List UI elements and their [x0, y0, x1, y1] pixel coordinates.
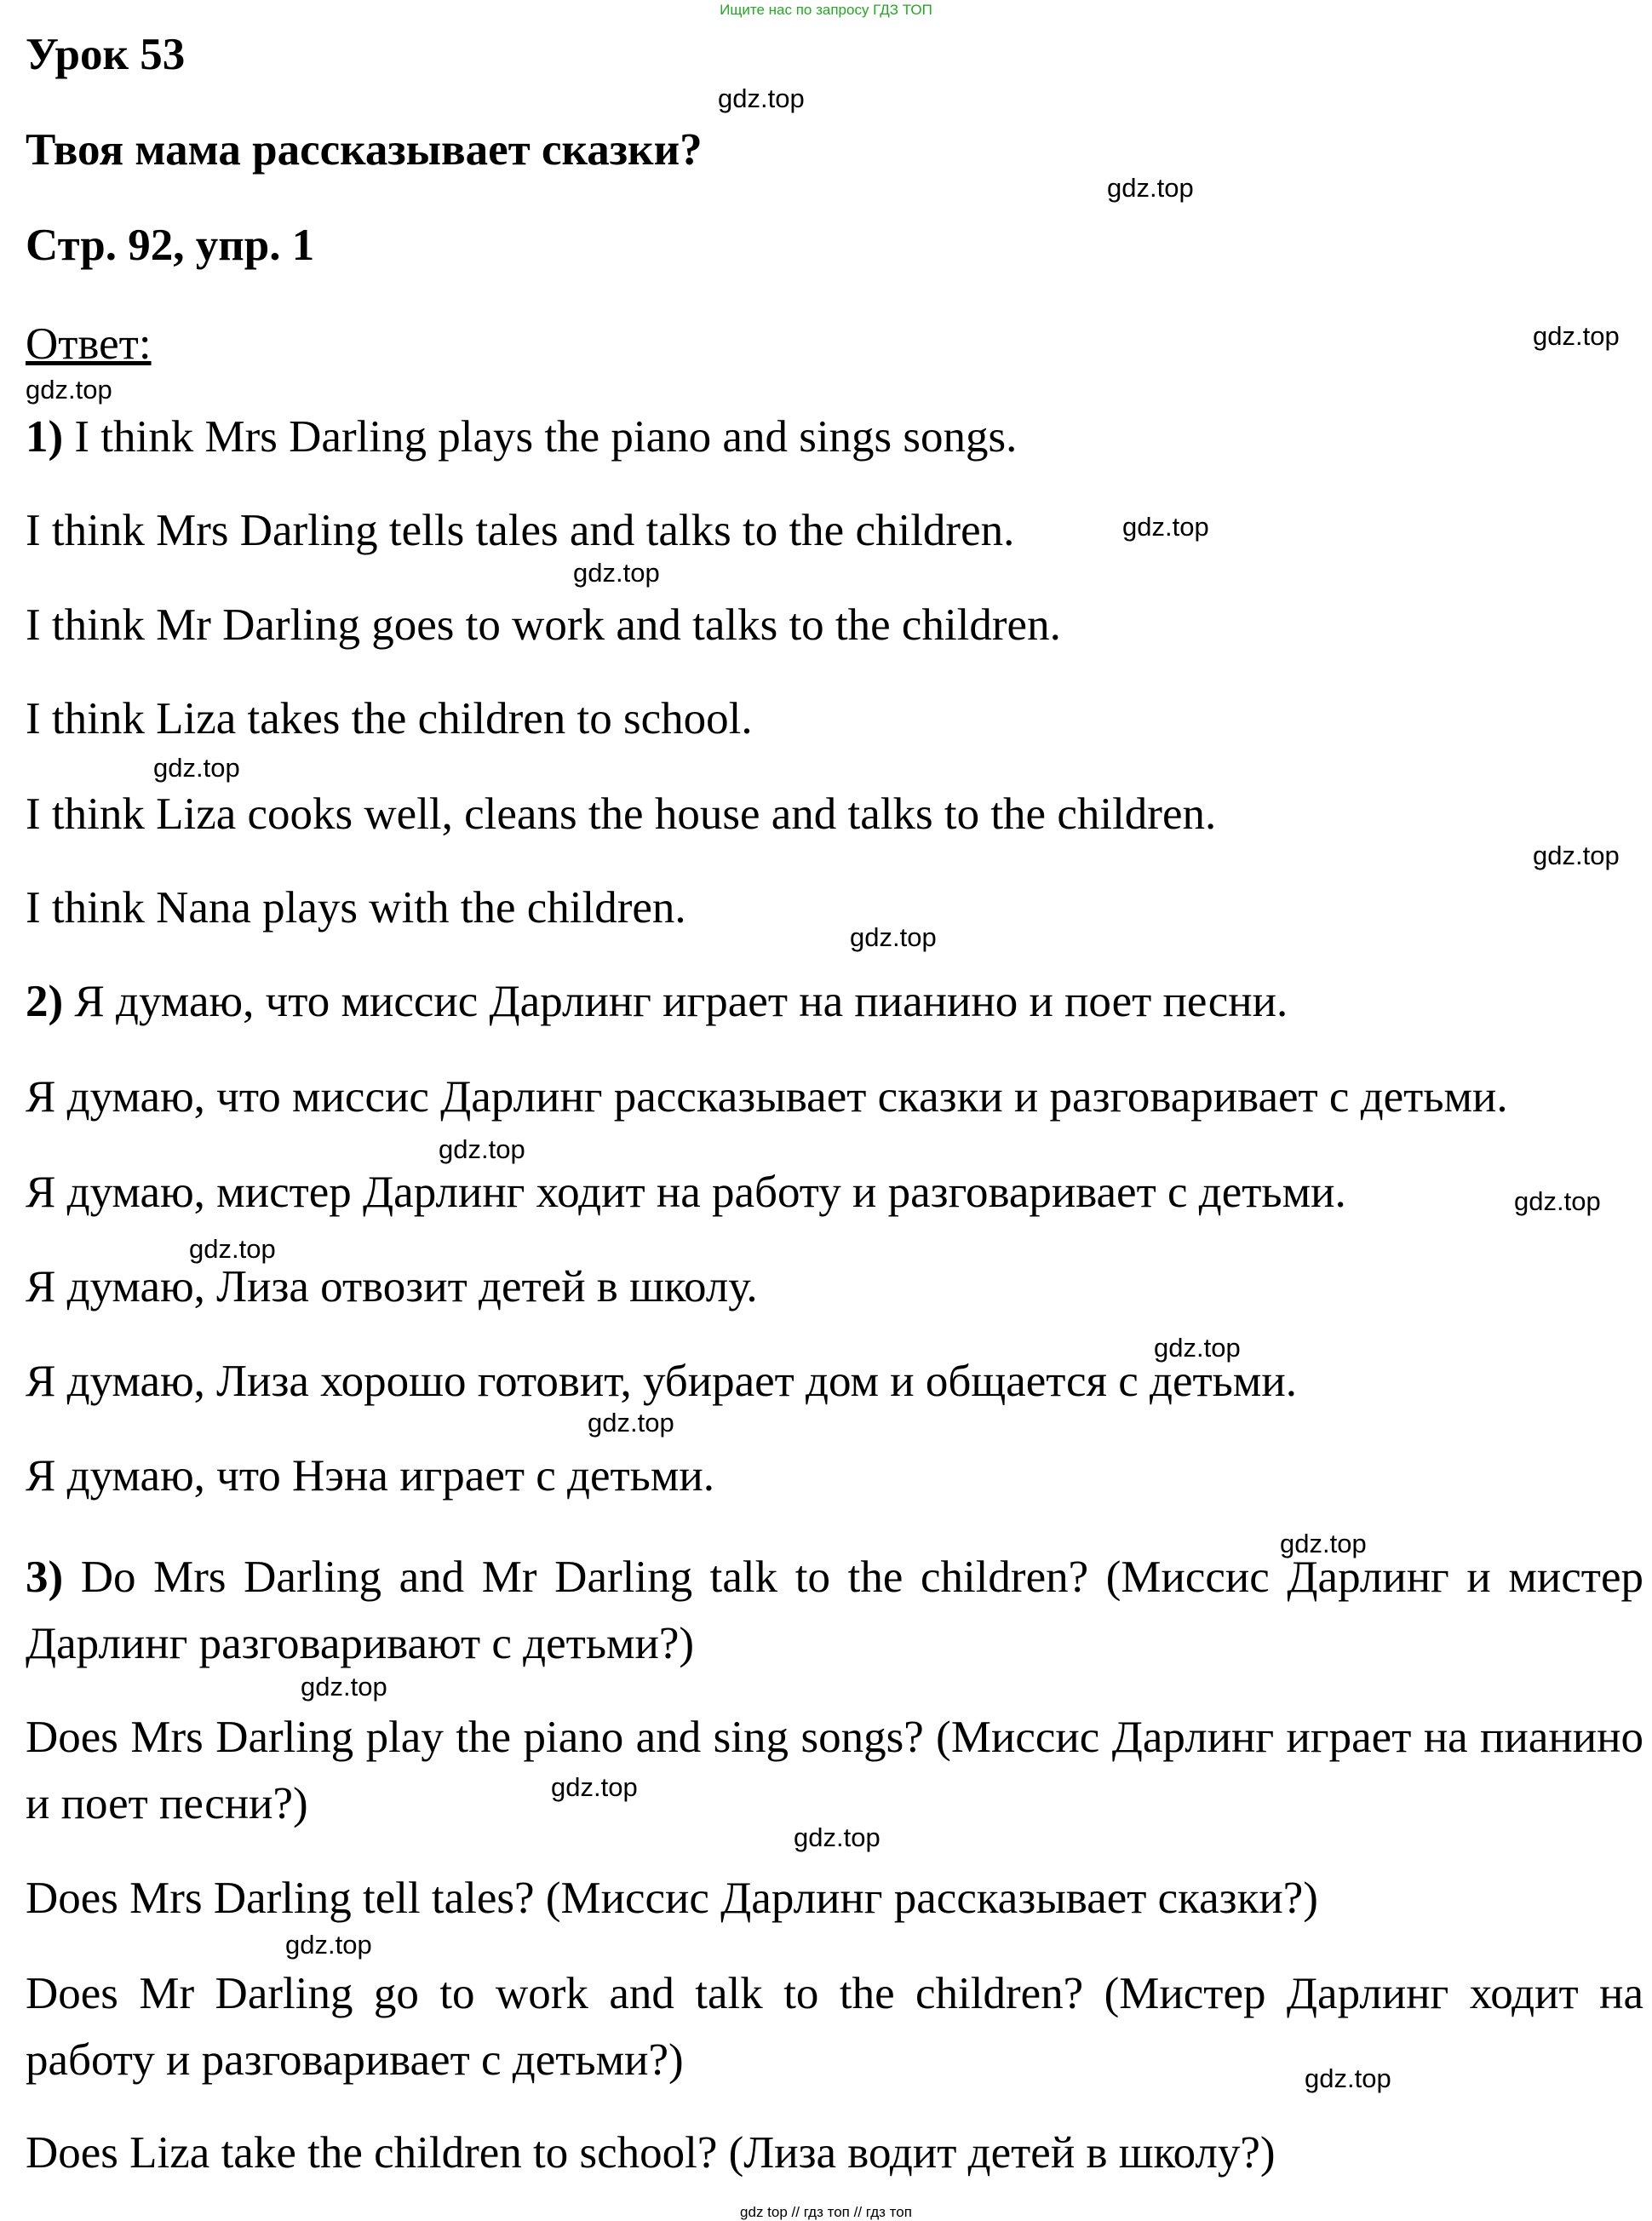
answer-line: I think Liza takes the children to school.: [26, 694, 753, 743]
answer-line: Я думаю, Лиза отвозит детей в школу.: [26, 1262, 758, 1311]
answer-line: Я думаю, Лиза хорошо готовит, убирает дом и общается с детьми.: [26, 1357, 1297, 1406]
watermark: gdz.top: [850, 922, 937, 952]
answer-line: 2) Я думаю, что миссис Дарлинг играет на пианино и поет песни.: [26, 977, 1288, 1026]
watermark: gdz.top: [1533, 841, 1620, 870]
watermark: gdz.top: [1514, 1186, 1601, 1216]
watermark: gdz.top: [718, 83, 805, 113]
watermark: gdz.top: [1305, 2063, 1391, 2093]
answer-line: I think Mr Darling goes to work and talks to the children.: [26, 600, 1061, 650]
watermark: gdz.top: [551, 1772, 638, 1802]
question-item: Does Mrs Darling tell tales? (Миссис Дарлинг рассказывает сказки?): [26, 1874, 1318, 1923]
watermark: gdz.top: [794, 1822, 880, 1852]
part-number: 1): [26, 412, 64, 462]
watermark: gdz.top: [1107, 173, 1194, 203]
watermark: gdz.top: [588, 1408, 674, 1438]
header-note: Ищите нас по запросу ГДЗ ТОП: [720, 2, 932, 18]
watermark: gdz.top: [1533, 321, 1620, 351]
watermark: gdz.top: [573, 558, 660, 588]
watermark: gdz.top: [301, 1672, 387, 1702]
answer-line: 1) I think Mrs Darling plays the piano and sings songs.: [26, 412, 1018, 462]
answer-line: I think Mrs Darling tells tales and talks to the children.: [26, 506, 1015, 555]
answer-line: Я думаю, что миссис Дарлинг рассказывает сказки и разговаривает с детьми.: [26, 1072, 1508, 1122]
answer-line: Я думаю, мистер Дарлинг ходит на работу и разговаривает с детьми.: [26, 1168, 1346, 1217]
answer-line: I think Nana plays with the children.: [26, 883, 686, 933]
watermark: gdz.top: [153, 753, 240, 783]
lesson-title: Урок 53: [26, 30, 186, 79]
watermark: gdz.top: [1154, 1333, 1241, 1363]
question-item: Does Mrs Darling play the piano and sing songs? (Миссис Дарлинг играет на пианино и поет песни?): [26, 1713, 1643, 1828]
watermark: gdz.top: [1280, 1529, 1367, 1558]
exercise-reference: Стр. 92, упр. 1: [26, 221, 315, 270]
answer-line: Я думаю, что Нэна играет с детьми.: [26, 1451, 715, 1501]
watermark: gdz.top: [439, 1134, 525, 1164]
watermark: gdz.top: [26, 375, 112, 405]
answer-label: Ответ:: [26, 319, 152, 369]
question-item: 3) Do Mrs Darling and Mr Darling talk to the children? (Миссис Дарлинг и мистер Дарлинг разговаривают с детьми?): [26, 1552, 1643, 1668]
watermark: gdz.top: [189, 1234, 276, 1264]
question-item: Does Liza take the children to school? (Лиза водит детей в школу?): [26, 2128, 1276, 2178]
watermark: gdz.top: [1122, 512, 1209, 542]
page-subtitle: Твоя мама рассказывает сказки?: [26, 125, 703, 175]
part-number: 3): [26, 1552, 64, 1602]
footer-note: gdz top // гдз топ // гдз топ: [740, 2204, 912, 2220]
question-item: Does Mr Darling go to work and talk to the children? (Мистер Дарлинг ходит на работу и разговаривает с детьми?): [26, 1969, 1643, 2085]
answer-line: I think Liza cooks well, cleans the house and talks to the children.: [26, 789, 1217, 839]
watermark: gdz.top: [285, 1930, 372, 1960]
part-number: 2): [26, 977, 64, 1026]
